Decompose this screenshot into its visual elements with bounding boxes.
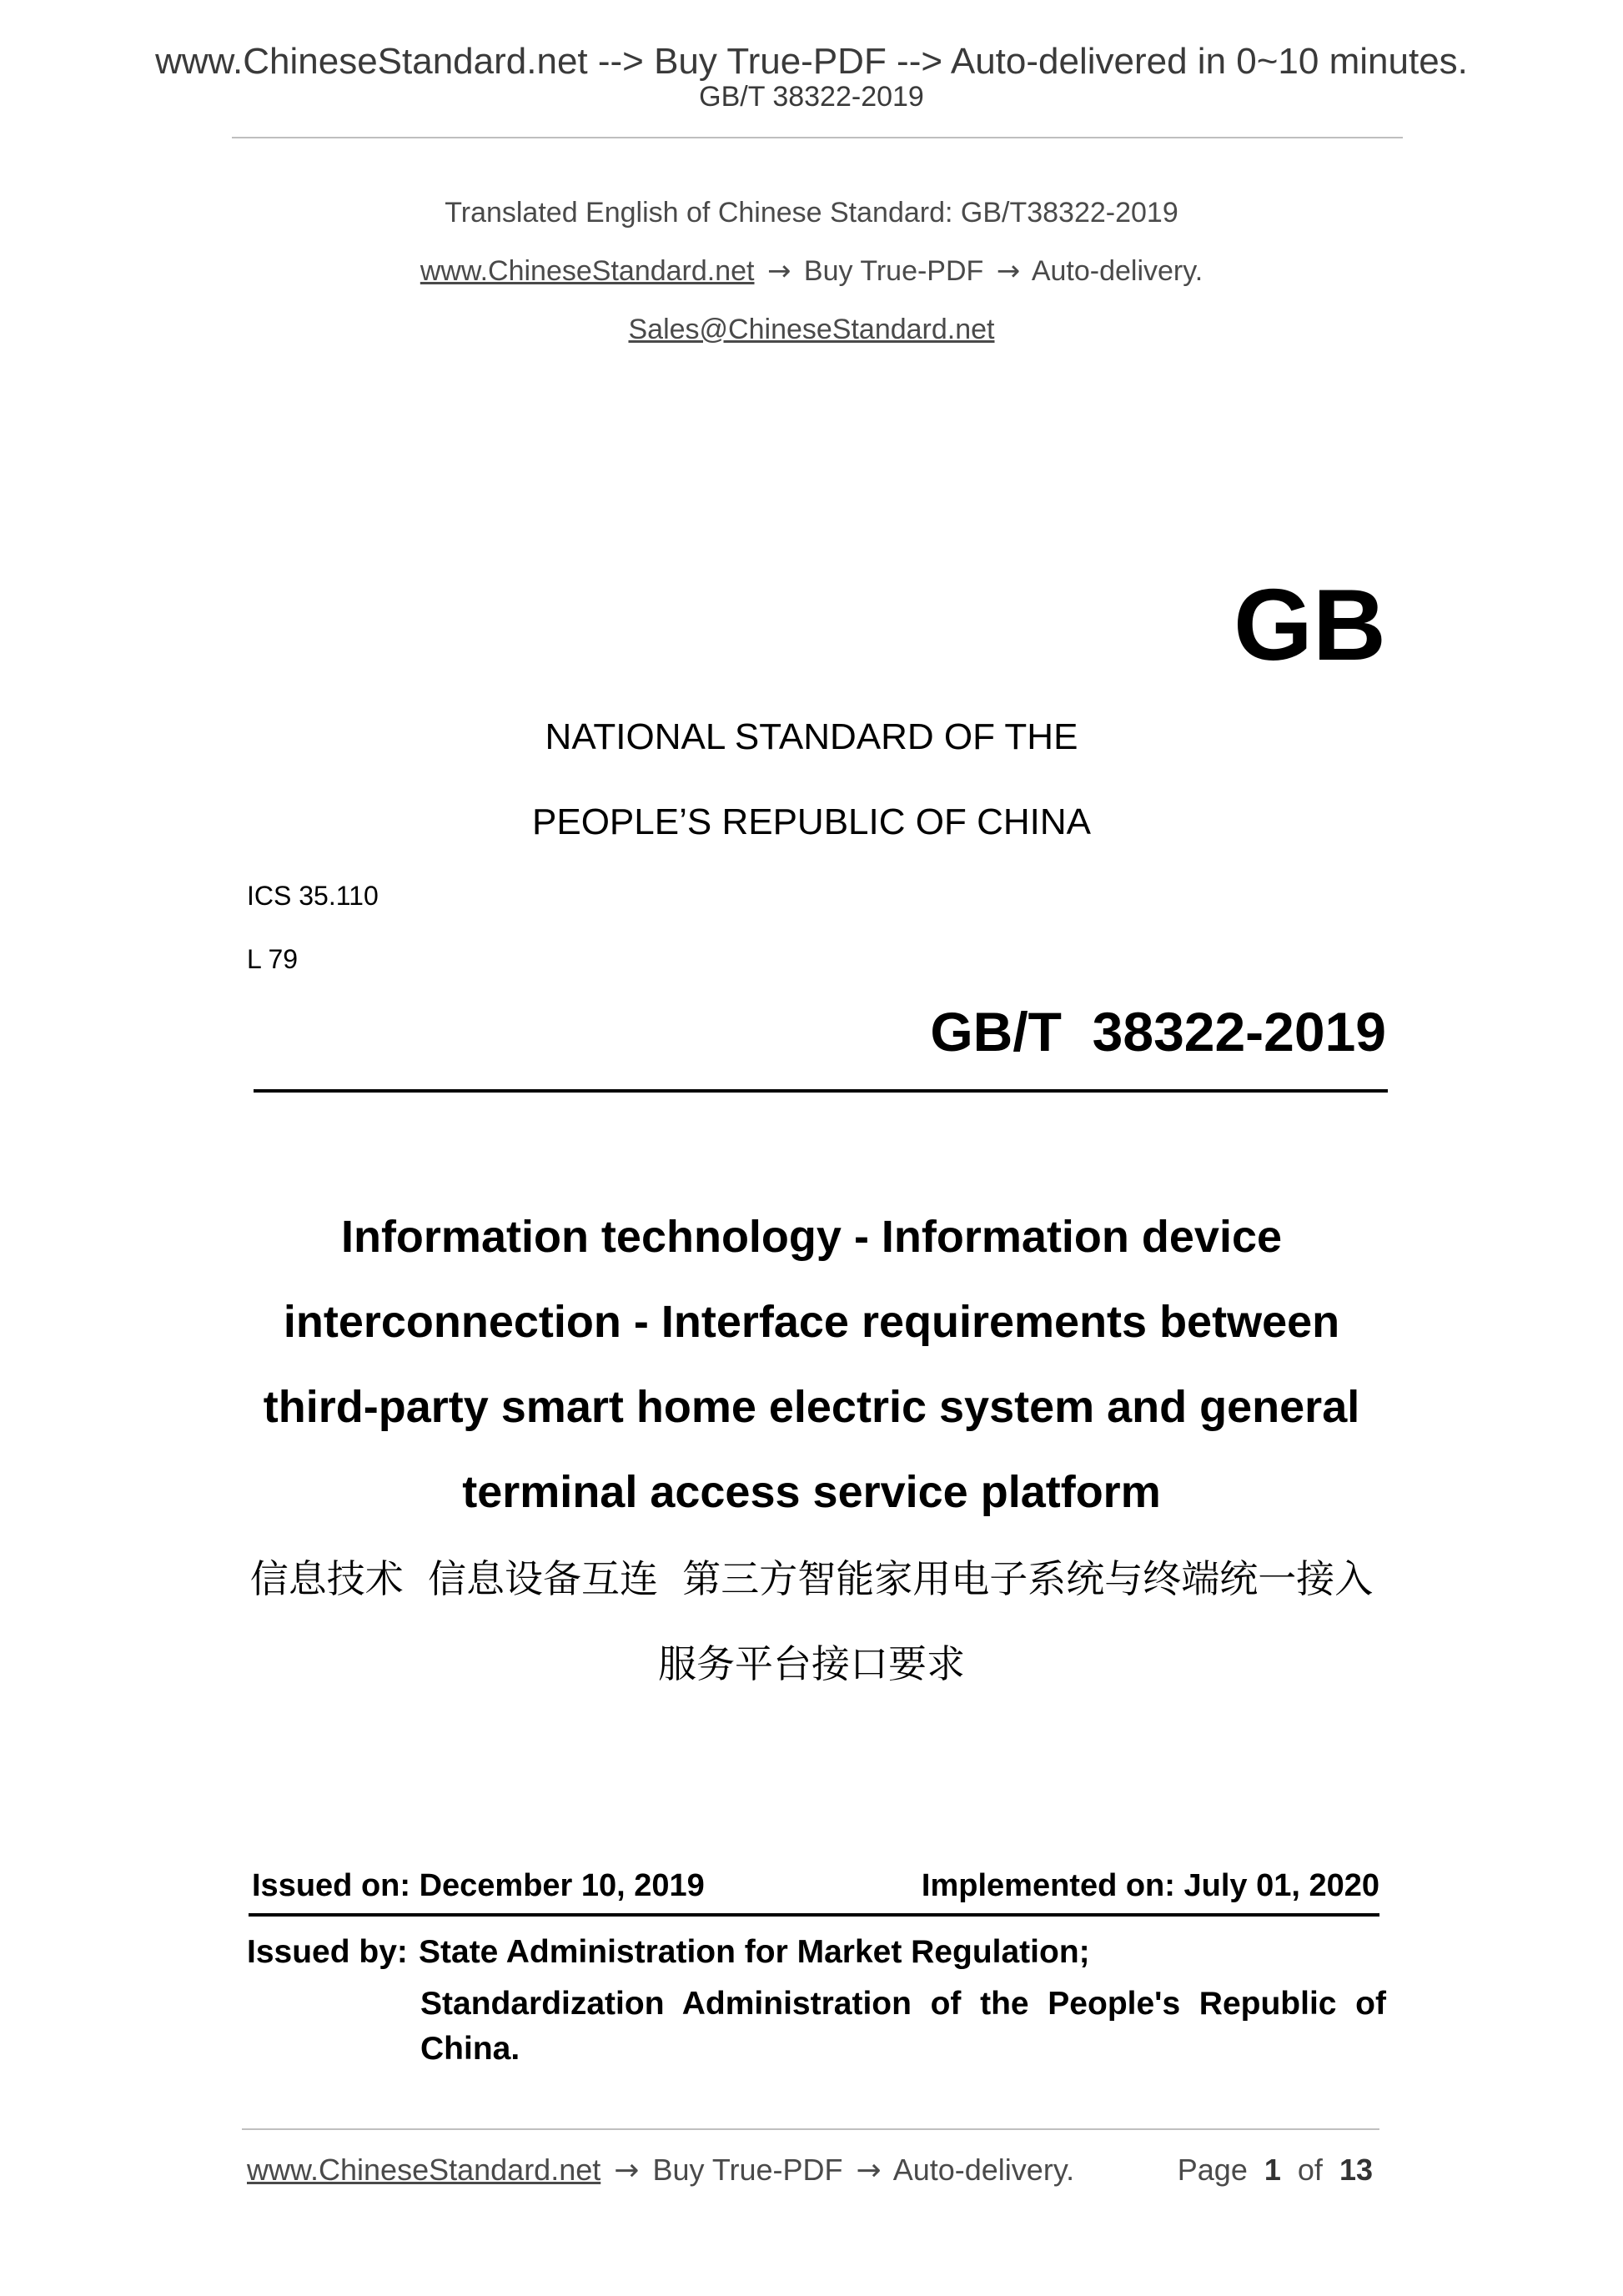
- ics-code: ICS 35.110: [247, 881, 379, 911]
- implemented-on-date: Implemented on: July 01, 2020: [921, 1868, 1379, 1903]
- right-arrow-icon: →: [614, 2153, 640, 2188]
- right-arrow-icon: →: [996, 254, 1021, 288]
- title-line: interconnection - Interface requirements between: [283, 1297, 1340, 1347]
- footer-buy-text: Buy True-PDF: [652, 2153, 843, 2187]
- issued-by-label: Issued by:: [247, 1934, 408, 1970]
- buy-text: Buy True-PDF: [803, 255, 984, 287]
- page-total: 13: [1339, 2153, 1373, 2187]
- purchase-line: [0, 254, 1623, 288]
- standard-number: GB/T 38322-2019: [930, 1001, 1386, 1063]
- header-divider: [232, 137, 1403, 138]
- footer-site-link[interactable]: www.ChineseStandard.net: [247, 2153, 601, 2187]
- issued-on-date: Issued on: December 10, 2019: [252, 1868, 705, 1903]
- title-line: terminal access service platform: [462, 1467, 1161, 1517]
- issue-rule: [249, 1913, 1379, 1917]
- footer-divider: [242, 2128, 1379, 2130]
- translated-notice: Translated English of Chinese Standard: GB/T38322-2019: [445, 197, 1178, 229]
- page-of-label: of: [1297, 2153, 1323, 2187]
- issuer-2-line-1: Standardization Administration of the People's Republic of: [420, 1986, 1386, 2022]
- title-line: Information technology - Information device: [340, 1212, 1283, 1262]
- title-line: third-party smart home electric system and general: [263, 1382, 1360, 1432]
- page-current: 1: [1264, 2153, 1281, 2187]
- footer-auto-delivery-text: Auto-delivery.: [892, 2153, 1075, 2187]
- top-banner: www.ChineseStandard.net --> Buy True-PDF --> Auto-delivered in 0~10 minutes.: [155, 41, 1468, 82]
- sales-email-link[interactable]: Sales@ChineseStandard.net: [628, 314, 995, 345]
- site-link[interactable]: www.ChineseStandard.net: [420, 255, 755, 287]
- right-arrow-icon: →: [766, 254, 791, 288]
- chinese-title-line: 服务平台接口要求: [658, 1641, 965, 1686]
- auto-delivery-text: Auto-delivery.: [1031, 255, 1203, 287]
- chinese-title-line: 信息技术 信息设备互连 第三方智能家用电子系统与终端统一接入: [249, 1556, 1374, 1601]
- gb-mark: GB: [1234, 568, 1386, 681]
- issuer-1: State Administration for Market Regulation;: [419, 1934, 1090, 1970]
- footer-purchase-line: [247, 2155, 1074, 2186]
- national-standard-line-2: PEOPLE’S REPUBLIC OF CHINA: [532, 801, 1091, 842]
- right-arrow-icon: →: [856, 2153, 882, 2188]
- sales-email-line: [0, 315, 1623, 344]
- standard-number-rule: [254, 1089, 1388, 1093]
- l-code: L 79: [247, 944, 299, 974]
- header-standard-code: GB/T 38322-2019: [699, 81, 924, 113]
- page-indicator: [1178, 2155, 1373, 2185]
- page-label: Page: [1177, 2153, 1248, 2187]
- issuer-2: [420, 1982, 1386, 2072]
- national-standard-line-1: NATIONAL STANDARD OF THE: [545, 716, 1078, 757]
- issuer-2-line-2: China.: [420, 2030, 520, 2067]
